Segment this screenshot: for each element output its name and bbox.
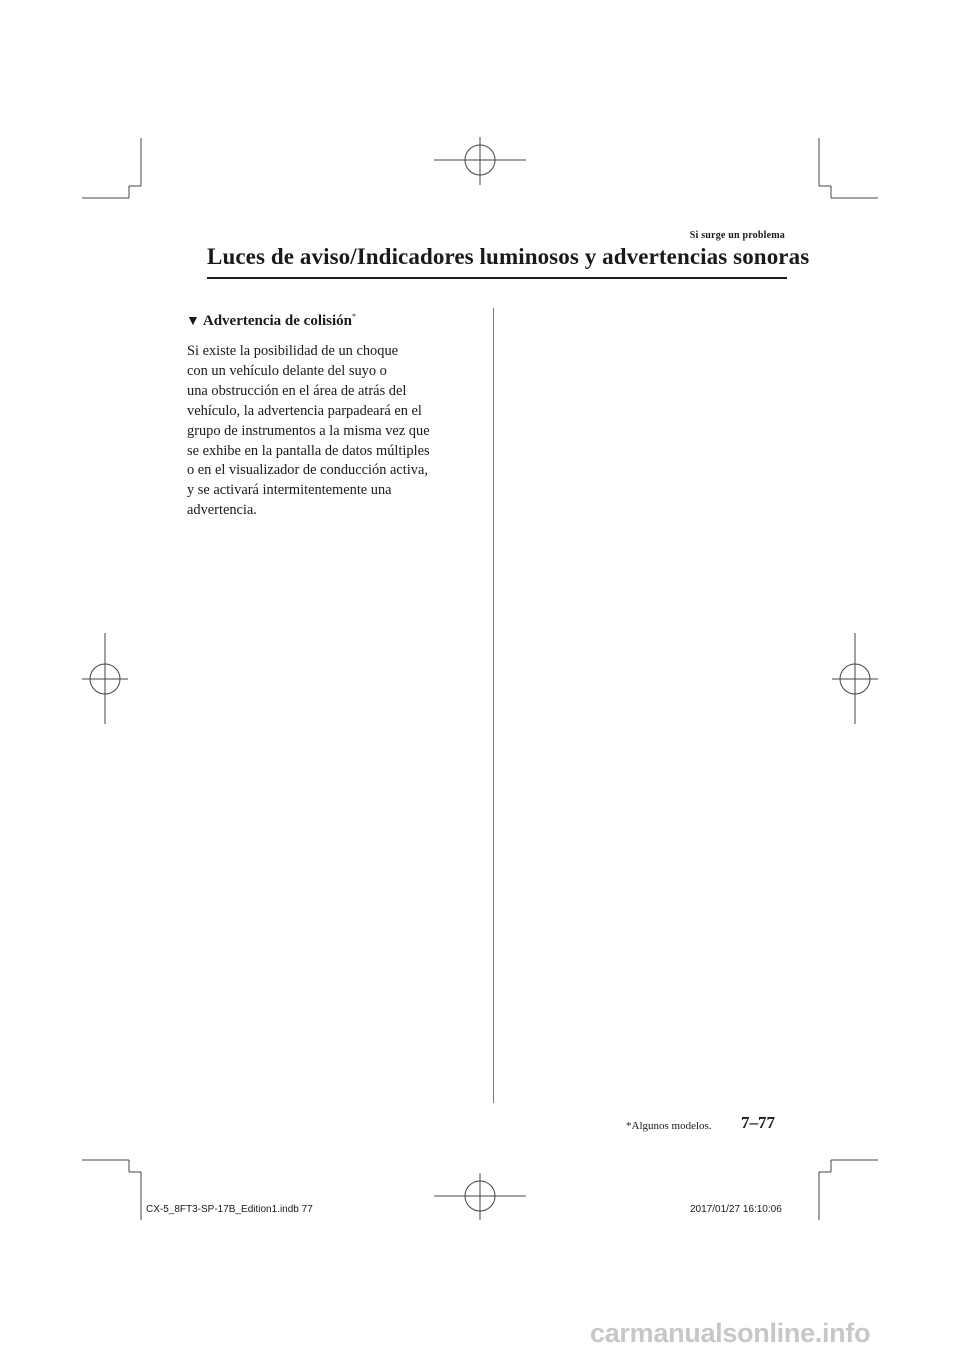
registration-mark-top [434,137,526,185]
body-line: se exhibe en la pantalla de datos múltiples [187,442,430,459]
body-line: y se activará intermitentemente una [187,482,392,499]
print-slug-file: CX-5_8FT3-SP-17B_Edition1.indb 77 [146,1204,313,1215]
registration-mark-right [832,633,878,724]
body-line: con un vehículo delante del suyo o [187,362,387,379]
column-divider [493,308,494,1103]
body-line: una obstrucción en el área de atrás del [187,382,407,399]
chapter-title: Luces de aviso/Indicadores luminosos y advertencias sonoras [207,244,810,269]
body-line: grupo de instrumentos a la misma vez que [187,422,430,439]
page-number: 7–77 [741,1113,775,1132]
registration-mark-bottom [434,1173,526,1220]
watermark: carmanualsonline.info [590,1318,871,1348]
footnote: *Algunos modelos. [626,1120,712,1132]
body-line: o en el visualizador de conducción activa, [187,462,428,479]
section-label: Si surge un problema [689,230,785,241]
print-slug-timestamp: 2017/01/27 16:10:06 [690,1204,782,1215]
body-line: vehículo, la advertencia parpadeará en el [187,402,422,419]
section-heading-text: Advertencia de colisión [202,313,353,329]
body-line: Si existe la posibilidad de un choque [187,343,399,359]
footnote-marker: * [352,312,357,321]
body-paragraph [187,342,487,521]
triangle-down-icon: ▼ [186,314,200,329]
body-line: advertencia. [187,502,257,519]
registration-mark-left [82,633,128,724]
title-rule [207,277,787,279]
section-heading [186,312,356,330]
